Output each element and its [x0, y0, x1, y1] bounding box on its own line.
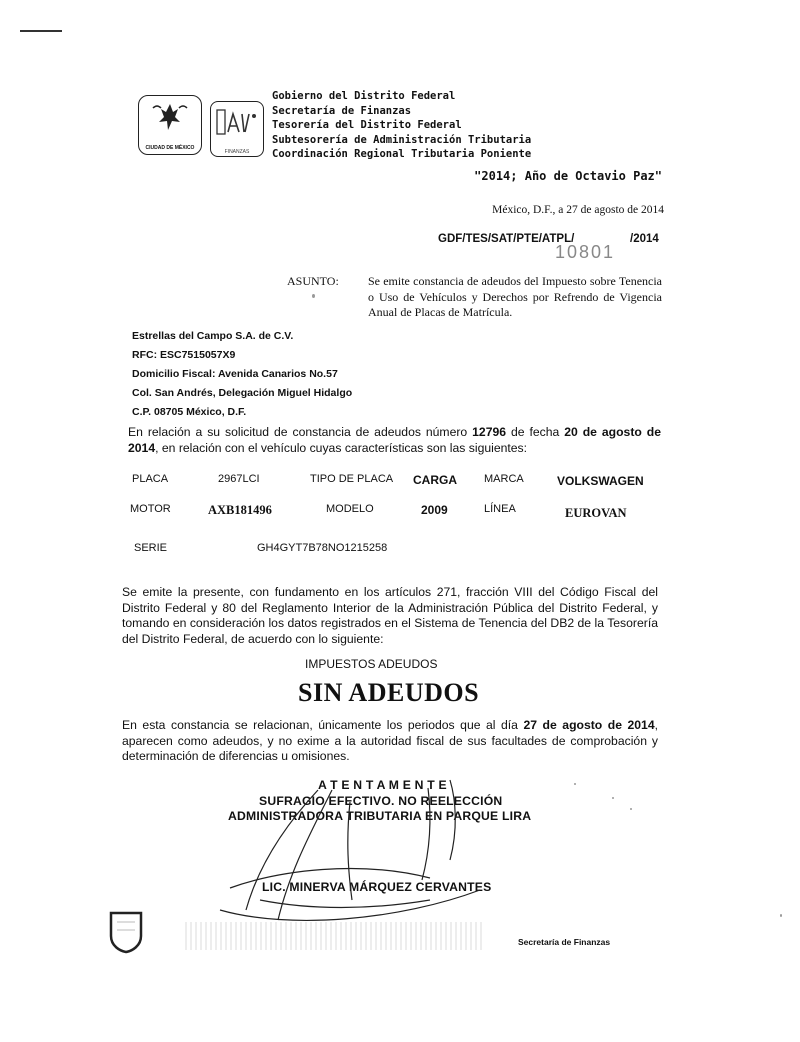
linea-value: EUROVAN: [565, 506, 627, 520]
closing-text: , aparecen como adeudos, y no exime a la autoridad fiscal de sus facultades de comprobación y determinación de diferencias u omisiones.: [122, 718, 658, 763]
marca-label: MARCA: [484, 473, 524, 485]
reference-prefix: GDF/TES/SAT/PTE/ATPL/: [438, 233, 575, 245]
motor-value: AXB181496: [208, 503, 272, 517]
finanzas-emblem-icon: [211, 102, 263, 144]
footer-secretaria: Secretaría de Finanzas: [518, 937, 611, 947]
cargo: ADMINISTRADORA TRIBUTARIA EN PARQUE LIRA: [228, 809, 532, 823]
sufragio-lema: SUFRAGIO EFECTIVO. NO REELECCIÓN: [259, 794, 503, 808]
letterhead-line: Secretaría de Finanzas: [272, 104, 412, 117]
closing-paragraph: [122, 718, 658, 765]
asunto-label: ASUNTO:: [287, 274, 339, 288]
year-motto: "2014; Año de Octavio Paz": [474, 169, 662, 183]
closing-date: 27 de agosto de 2014: [523, 718, 655, 732]
handwritten-signature: [200, 760, 560, 930]
cdmx-logo: [138, 95, 202, 155]
finanzas-logo-caption: FINANZAS: [224, 149, 250, 155]
closing-text: En esta constancia se relacionan, únicamente los periodos que al día: [122, 718, 524, 732]
atentamente: A T E N T A M E N T E: [318, 778, 447, 792]
fundamento-paragraph: Se emite la presente, con fundamento en los artículos 271, fracción VIII del Código Fiscal del Distrito Federal y 80 del Reglamento Interior de la Administración Pública del Distrito Federal, y tomando en consideración los datos registrados en el Sistema de Tenencia del DB2 de la Tesorería del Distrito Federal, de acuerdo con lo siguiente:: [122, 585, 658, 646]
scan-speck: [780, 914, 782, 917]
signatory-name: LIC. MINERVA MÁRQUEZ CERVANTES: [262, 880, 492, 894]
letterhead-line: Gobierno del Distrito Federal: [272, 90, 456, 102]
scan-speck: [312, 294, 315, 298]
linea-label: LÍNEA: [484, 503, 516, 515]
finanzas-logo: [210, 101, 264, 157]
asunto-text: Se emite constancia de adeudos del Impuesto sobre Tenencia o Uso de Vehículos y Derechos por Refrendo de Vigencia Anual de Placas de Matrícula.: [368, 274, 662, 319]
letterhead-line: Subtesorería de Administración Tributaria: [272, 133, 532, 146]
solicitud-date: 20 de agosto de 2014: [128, 425, 662, 455]
shield-stamp-icon: [108, 910, 144, 954]
addressee-block: [132, 327, 352, 422]
impuestos-heading: IMPUESTOS ADEUDOS: [305, 657, 438, 671]
intro-text: En relación a su solicitud de constancia de adeudos número: [128, 425, 473, 439]
addressee-colonia: Col. San Andrés, Delegación Miguel Hidalgo: [132, 387, 353, 399]
place-date: México, D.F., a 27 de agosto de 2014: [492, 204, 664, 216]
letterhead-line: Coordinación Regional Tributaria Poniente: [272, 148, 532, 160]
scan-speck: [630, 808, 632, 810]
reference-year: /2014: [630, 233, 659, 245]
serie-label: SERIE: [134, 542, 168, 554]
intro-paragraph: [128, 425, 661, 456]
solicitud-number: 12796: [472, 425, 507, 439]
addressee-domicilio: Domicilio Fiscal: Avenida Canarios No.57: [132, 368, 338, 380]
top-mark-line: [20, 30, 62, 32]
intro-text: , en relación con el vehículo cuyas características son las siguientes:: [155, 440, 528, 455]
letterhead: [272, 89, 531, 162]
addressee-name: Estrellas del Campo S.A. de C.V.: [132, 330, 294, 342]
cdmx-logo-caption: CIUDAD DE MÉXICO: [145, 145, 195, 151]
tipo-placa-value: CARGA: [413, 473, 457, 487]
tipo-placa-label: TIPO DE PLACA: [310, 473, 394, 485]
addressee-cp: C.P. 08705 México, D.F.: [132, 406, 247, 418]
reference-number: 10801: [555, 242, 616, 262]
modelo-label: MODELO: [326, 503, 374, 515]
placa-value: 2967LCI: [218, 473, 260, 485]
marca-value: VOLKSWAGEN: [557, 474, 644, 488]
serie-value: GH4GYT7B78NO1215258: [257, 542, 388, 554]
letterhead-line: Tesorería del Distrito Federal: [272, 119, 462, 131]
modelo-value: 2009: [421, 503, 448, 517]
addressee-rfc: RFC: ESC7515057X9: [132, 349, 236, 361]
footer-faint-text: [185, 922, 485, 950]
placa-label: PLACA: [132, 473, 169, 485]
result-sin-adeudos: SIN ADEUDOS: [298, 678, 480, 707]
scan-speck: [574, 783, 576, 785]
motor-label: MOTOR: [130, 503, 171, 515]
intro-text: de fecha: [506, 425, 565, 439]
eagle-icon: [139, 96, 201, 140]
scan-speck: [612, 797, 614, 799]
